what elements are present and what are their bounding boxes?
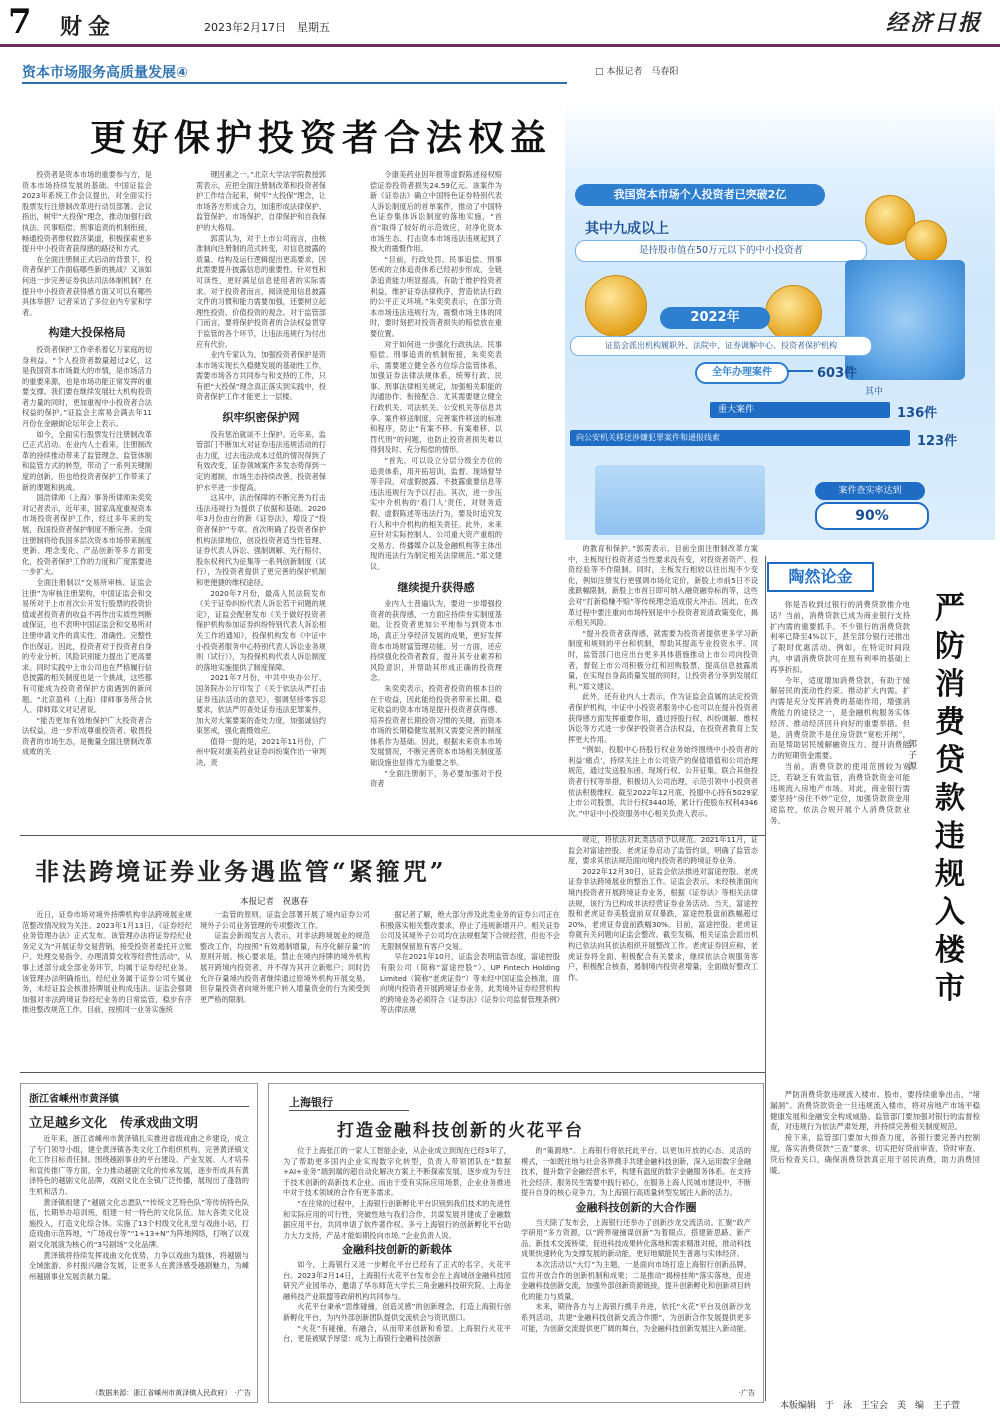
- verify-rate-value: 90%: [815, 502, 929, 530]
- article1-byline: □ 本报记者 马春阳: [595, 67, 679, 77]
- opinion-body-bottom: [770, 1090, 980, 1176]
- opinion-divider: [765, 556, 766, 1401]
- paragraph: 这其中，法治保障的不断完善为打击违法违规行为提供了依据和基础。2020年3月份由台的新《证券法》，增设了“投资者保护”专章。首次明确了投资者保护机构法律地位，创设投资者适当性管理、证券代表人诉讼、强制调解、先行赔付、股东权利代为征集等一系列创新制度（试行），为投资者提供了更完善的保护机制和更便捷的维权途径。: [196, 493, 326, 587]
- series-underline: [22, 82, 567, 84]
- infographic-line4: 证监会派出机构履职外、法院中、证券调解中心、投资者保护机构: [570, 336, 872, 356]
- story4-credit: ·广告: [738, 1389, 755, 1397]
- page-number: 7: [8, 2, 32, 42]
- paragraph: “在往常的过程中，上海银行创新孵化平台识别到我们技术的先进性和实际应用的可行性，突破性地与我们合作，共谋发展并建成了金融数据应用平台，共同申请了软件著作权。多亏上海银行的创新孵化平台助力大力支持，产品才能如期投向市场。”企业负责人说。: [283, 1198, 511, 1240]
- paragraph: 近年来，浙江省嵊州市黄泽镇扎实推进省级戏曲之乡建设，成立了专门领导小组，建全黄泽镇各类文化工作组织机构，完善黄泽镇文化工作目标责任制。围绕越剧事业的平台建设、产业发展、人才培养和宣传推广等方面，全力推动越剧文化的传承发展，逐步形成具有黄泽特色的越剧文化品牌，戏剧文化在全镇广泛传播，展现出了蓬勃的生机和活力。: [29, 1134, 249, 1196]
- opinion-title-text: 严防消费贷款违规入楼市: [935, 591, 965, 1006]
- story4-rule: [289, 1110, 409, 1111]
- paragraph: 业内人士普遍认为，要进一步增强投资者的获得感，一方面应持续夯实制度基础，让投资者更加公平地参与到资本市场，真正分享经济发展的成果，更好发挥资本市场财富管理功能。另一方面，还应持续强化投资者教育，提升其专业素养和风险意识，并帮助其形成正确的投资理念。: [370, 599, 502, 683]
- paragraph: 朱奕奕表示，投资者投资的根本目的在于收益，因此能给投资者带来长期、稳定收益的资本市场是提升投资者获得感、培养投资者长期投资习惯的关键。而资本市场的长期稳健发展则又需要完善的制度体系作为基础。因此，根据未来资本市场发展情况，不断完善资本市场相关制度基础设施也显得尤为重要之举。: [370, 683, 502, 768]
- paragraph: 的教育和保护。”郭雳表示，目前全面注册制改革方案中，主板现行投资者适当性要求没有变，对投资者资产、投资经验等不作限制。同时，主板发行相较以往出现不少变化，例如注册发行更强调市场化定价，新股上市前5日不设涨跌幅限制，新股上市首日即可纳入融资融券标的等，这些会对“打新稳赚不赔”等传统理念造成很大冲击。因此，在改革过程中要注重向市场特别是中小投资者说清政策变化，揭示相关风险。: [568, 544, 758, 628]
- paragraph: 证监会新闻发言人表示，对非法跨境展业的规范整改工作，均按照“有效遏制增量，有序化解存量”的原则开展。核心要求是，禁止在境内持牌的境外机构展开跨境内投资者，并不得为其开立新账户；同时仍允许存量境内投资者继续通过原境外机构开展交易，但存量投资者向境外账户转入增量资金的行为须受到更严格的限制。: [200, 931, 370, 1004]
- paragraph: 投资者是资本市场的重要参与方，是资本市场持续发展的基础。中国证监会2023年系统工作会议提出，对全面实行股票发行注册制改革进行动员部署。会议指出，树牢“大投保”理念，推动加强行政执法、民事赔偿、刑事追责的机制衔接，畅通投资者维权救济渠道，积极探索更多提升中小投资者获得感的路径和方式。: [22, 170, 152, 254]
- paragraph: 对于如何进一步强化行政执法、民事赔偿、刑事追责的机制衔接，朱奕奕表示，需要建立健全各方位综合监管体系，加强证券法律法规体系，统筹行政、民事、刑事法律相关规定，加强相关职能的沟通协作、衔接配合。尤其需要建立健全行政机关、司法机关、公安机关等信息共享、案件移送制度，完善案件移送的标准和程序，防止“有案不移、有案难移、以罚代刑”的问题，也防止投资者损失难以得到及时、充分赔偿的情形。: [370, 339, 502, 455]
- story3-tag: 浙江省嵊州市黄泽镇: [29, 1094, 119, 1105]
- criminal-referral-bar: [570, 430, 910, 446]
- article2-col4: [568, 835, 758, 983]
- paragraph: 接下来，监管部门要加大排查力度，各银行要完善内控制度，落实消费贷款“三查”要求，切实把好贷前审查、贷时审查、贷后检查关口，确保消费贷款真正用于居民消费，助力消费回暖。: [770, 1133, 980, 1175]
- paragraph: 键因素之一。”北京大学法学院教授郭雳表示，应把全面注册制改革和投资者保护工作结合起来，树牢“大投保”理念，让市场各方形成合力，加速形成法律保护、监管保护、市场保护、自律保护和自我保护的大格局。: [196, 170, 326, 232]
- subset-label: 其中: [865, 387, 884, 397]
- paragraph: 当前，消费贷款的使用范围较为宽泛，若缺乏有效监管，消费贷款资金可能违规流入房地产市场。对此，商业银行需要坚持“房住不炒”定位，加强贷款资金用途监控，依法合规开展个人消费贷款业务。: [770, 761, 910, 825]
- page-footer-editors: 本版编辑 于 泳 王宝会 美 编 王子萱: [780, 1401, 961, 1411]
- article2-col2: [200, 910, 370, 1005]
- paper-logo: 经济日报: [885, 10, 982, 36]
- coin-icon: [905, 220, 947, 262]
- infographic-line1: 我国资本市场个人投资者已突破2亿: [575, 184, 825, 206]
- paragraph: 位于上海张江的一家人工智能企业，从企业成立到现在已经3年了，为了帮助更多国内企业实现数字化转型，负责人带领团队在“数据+AI+业务”端到端的超自动化解决方案上不断探索发展，逐步成为专注于技术创新的高新技术企业。而由于受有实际应用场景，企业业务推进中对于技术领域的合作有更多需求。: [283, 1146, 511, 1198]
- paragraph: 业内专家认为，加强投资者保护是资本市场实现长久稳健发展的基础性工作，需要市场各方共同参与和支持的工作，只有把“大投保”理念真正落实到实践中，投资者保护工作才能更上一层楼。: [196, 350, 326, 402]
- subhead: 金融科技创新的大合作圈: [575, 1200, 697, 1214]
- opinion-title: [935, 590, 975, 1008]
- story3-credit: （数据来源：浙江省嵊州市黄泽镇人民政府） ·广告: [91, 1389, 251, 1397]
- paragraph: 在全面注册制正式启动的背景下，投资者保护工作面临哪些新的挑战？又该如何进一步完善证券执法司法体制机制？在提升中小投资者获得感方面又可以有哪些具体举措？记者采访了多位业内专家和学者。: [22, 254, 152, 317]
- story3-headline: 立足越乡文化 传承戏曲文明: [29, 1116, 199, 1131]
- article1-headline: 更好保护投资者合法权益: [90, 117, 553, 159]
- section-name: 财金: [60, 14, 117, 40]
- opinion-author: 郭子源: [908, 740, 918, 772]
- paragraph: “火花”有碰撞，有融合，从而带来创新和希望。上海银行火花平台，更是被赋予厚望：成为上海银行金融科技创新: [283, 1323, 511, 1344]
- story4-frame: [268, 1083, 764, 1403]
- coin-icon: [765, 285, 822, 342]
- paragraph: 你是否收到过银行的消费贷款推介电话？当前，消费贷款已成为商业银行支持扩内需的重要抓手。不少银行的消费贷款利率已降至4%以下，甚至部分银行还推出了限时优惠活动。例如，在特定时间段内，申请消费贷款可在原有利率的基础上再享折扣。: [770, 600, 910, 674]
- article2-byline: 本报记者 祝惠春: [240, 897, 309, 907]
- paragraph: 国浩律师（上海）事务所律师朱奕奕对记者表示，近年来，国家高度重视资本市场投资者保护工作，经过多年来的发展，我国投资者保护制度不断完善。全面注册制将给我国多层次资本市场带来制度更新、理念变化、产品创新等多方面变化，投资者保护工作的力度和广度需要进一步扩大。: [22, 493, 152, 577]
- article2-col1: [22, 910, 192, 1016]
- series-title: 资本市场服务高质量发展④: [22, 65, 188, 81]
- article2-headline: 非法跨境证券业务遇监管“紧箍咒”: [35, 857, 447, 886]
- paragraph: “全面注册制下，务必要加强对于投资者: [370, 768, 502, 789]
- paragraph: 2022年12月30日，证监会依法推进对富途控股、老虎证券非法跨境展业的整治工作。证监会表示，未经核准面向境内投资者开展跨境证券业务，根据《证券法》等相关法律法规，该行为已构成非法经营证券业务活动。当天，富途控股和老虎证券美股盘前双双暴跌，富途控股盘前跌幅超过20%，老虎证券盘前跌幅30%。目前，富途控股、老虎证券就有关问题向证监会整改。截至发稿，相关证监会派出机构已依法向其依法组织开展整改工作。老虎证券回应称，老虎证券将全面、积极配合有关要求，继续依法合规服务客户，积极配合核查，遏制境内投资者增量，全面做好整改工作。: [568, 866, 758, 982]
- paragraph: 2021年7月份，中共中央办公厅、国务院办公厅印发了《关于依法从严打击证券违法活动的意见》，强调坚持零容忍要求，依法严厉查处证券违法犯罪案件，加大对大案要案的查处力度，加强诚信约束惩戒，强化震慑效应。: [196, 673, 326, 736]
- coin-icon: [585, 275, 647, 337]
- paragraph: 早在2021年10月，证监会表明监管态度，富途控股有限公司（简称“富途控股”）、UP Fintech Holding Limited（简称“老虎证券”）等未经中国证监会核准，面向境内投资者开展跨境证券业务，此类境外证券经营机构的跨境业务必须符合《证券法》《证券公司监督管理条例》等法律法规: [380, 952, 560, 1015]
- paragraph: “首先，可以设立分层分级全方位的追责体系，用开拓培训、监督、现场督导等手段，对虚假披露、不披露重要信息等违法违规行为予以打击。其次，进一步压实中介机构的‘看门人’责任，对财务造假、虚假陈述等违法行为，要及时追究发行人和中介机构的相关责任。此外，未来应针对实际控制人、公司重大资产重组的交易方、传播媒介以及金融机构等主体出现的违法行为制定相关法律规范。”郑文建议。: [370, 456, 502, 571]
- major-cases-bar: [710, 402, 890, 418]
- paragraph: “提升投资者获得感，就需要为投资者提供更多学习新制度和规则的平台和机制，帮助其提高专业投资水平。同时，监管部门也应出台更多具体措施推动上市公司向投资者，督促上市公司积极分红和回购股票，提高信息披露质量，在实现自身高质量发展的同时，让投资者分享到发展红利。”郑文建议。: [568, 628, 758, 691]
- paragraph: 今年，适度增加消费贷款，有助于缓解居民的流动性约束、推动扩大内需。扩内需是充分发挥消费的基础作用，增强消费能力的途径之一，是金融机构服务实体经济、推动经济回升向好的重要举措。但是，消费贷款不是住房贷款“宽松开闸”，而是帮助居民缓解融资压力、提升消费能力的短期资金需要。: [770, 675, 910, 761]
- building-graphic: [845, 260, 965, 380]
- criminal-referral-label: 向公安机关移送涉嫌犯罪案件和通报线索: [576, 433, 720, 442]
- paragraph: 一监管的原则，证监会部署开展了境内证券公司境外子公司业务管理的专项整改工作。: [200, 910, 370, 930]
- infographic-sky: [565, 100, 995, 170]
- article2-col3: [380, 910, 560, 1016]
- infographic-line2: 其中九成以上: [585, 221, 669, 237]
- story4-headline: 打造金融科技创新的火花平台: [337, 1121, 584, 1141]
- paragraph: 黄泽镇将持续发挥戏曲文化优势，力争以戏曲为载体，将越剧与全域旅游、乡村振兴融合发展，让更多人在黄泽感受越剧魅力，为嵊州越剧事业发展贡献力量。: [29, 1250, 249, 1281]
- gavel-graphic: [595, 465, 765, 535]
- paragraph: 投资者保护工作牵系着亿万家庭的切身利益。“个人投资者数量超过2亿，这是我国资本市场最大的市情，是市场活力的重要来源，也是市场功能正常发挥的重要支撑。我们要在继续发展壮大机构投资者力量的同时，更加重视中小投资者合法权益的保护。”证监会主席易会满去年11月份在金融街论坛年会上表示。: [22, 344, 152, 429]
- issue-date: 2023年2月17日 星期五: [204, 21, 330, 34]
- subhead: 织牢织密保护网: [222, 411, 300, 425]
- paragraph: 2020年7月份，最高人民法院发布《关于证券纠纷代表人诉讼若干问题的规定》，证监会配套发布《关于做好投资者保护机构参加证券纠纷特别代表人诉讼相关工作的通知》，投保机构发布《中证中小投资者服务中心特别代表人诉讼业务规则（试行）》，为投保机构代表人诉讼制度的落地实施提供了制度保障。: [196, 588, 326, 672]
- story4-col1: [283, 1146, 511, 1345]
- paragraph: 全面注册制以“交易所审核、证监会注册”为审核注册架构，中国证监会和交易所对于上市首次公开发行股票的投资价值或者投资者的收益不再作出实质性判断或保证，也不表明中国证监会和交易所对注册申请文件的真实性、准确性、完整性作出保证。因此，投资者对于投资者自身的专业分析、风险识别能力提出了更高要求。同时实践中上市公司也在严格履行信息披露的相关制度也是一个挑战，这些都有可能成为投资者保护方面遇到的新问题。“北京盈科（上海）律师事务所合伙人、律师郑文对记者说。: [22, 577, 152, 715]
- article1-col2: [196, 170, 326, 769]
- story3-rule: [29, 1106, 249, 1107]
- major-cases-label: 重大案件: [718, 405, 755, 415]
- masthead: [0, 0, 1000, 46]
- total-connector: [787, 370, 813, 372]
- article1-col3: [370, 170, 502, 790]
- paragraph: “目前，行政处罚、民事追偿、刑事惩戒的立体追责体系已经初步形成，全链条追责能力明显提高，有助于维护投资者利益，维护证券法律秩序，营造依法行政的公平正义环境。”朱奕奕表示，在部分资本市场违法违规行为，震慑市场主体的同时，要时刻把对投资者损失的赔偿放在重要位置。: [370, 254, 502, 338]
- subhead: 金融科技创新的新载体: [342, 1243, 452, 1257]
- paragraph: “能否更加有效地保护广大投资者合法权益，进一步形成尊重投资者、敬畏投资者的市场生态，是衡量全面注册制改革成败的关: [22, 715, 152, 757]
- infographic-year: 2022年: [660, 307, 770, 329]
- story4-tag: 上海银行: [289, 1096, 333, 1109]
- paragraph: 规定，将依法对此类活动予以规范。2021年11月，证监会对富途控股、老虎证券启动了监管约谈，明确了监管态度，要求其依法规范面向境内投资者的跨境证券业务。: [568, 835, 758, 866]
- paragraph: 令康美药业因年报等虚假陈述侵权赔偿证券投资者损失24.59亿元。该案作为新《证券法》确立中国特色证券特别代表人诉讼制度后的首单案件，推动了中国特色证券集体诉讼制度的落地实施，“首首”取得了较好的示范效应，对净化资本市场生态、打击资本市场违法违规起到了极大的震慑作用。: [370, 170, 502, 254]
- subhead: 继续提升获得感: [397, 580, 475, 594]
- opinion-body-top: [770, 600, 910, 827]
- paragraph: 未来，期待各方与上海银行携手并进，依托“火花”平台及创新沙龙系列活动，共建“金融科技创新交流合作圈”，为创新合作发展提供更多可能，为创新交流提供更广阔的舞台，为金融科技创新发展注入新动能。: [521, 1302, 752, 1333]
- paragraph: 火花平台秉承“思维碰撞，创造灵感”的创新理念，打造上海银行创新孵化平台，为内外部创新团队提供交流机会与资讯窗口。: [283, 1302, 511, 1322]
- paragraph: 据记者了解，绝大部分涉及此类业务的证券公司正在积极落实相关整改要求，停止了违规新增开户。相关证券公司及其境外子公司均在法规框架下合规经营，但也不会无限制保留原有客户交易。: [380, 910, 560, 951]
- paragraph: 当天除了发布会，上海银行还举办了创新沙龙交流活动。汇聚“政产学研用”多方资源，以“跨界碰撞谋创新”为着眼点，搭建新思路、新产品、新技术交流桥梁，促进科技成果转化落地和需求精准对接，推动科技成果快速转化为支撑发展的新动能，更好地赋能民生普惠与实体经济。: [521, 1217, 752, 1259]
- verify-rate-label: 案件查实率达到: [815, 482, 925, 500]
- paragraph: “例如，投服中心持股行权业务始终围绕中小投资者的利益‘痛点’，持续关注上市公司资产的保值增值和公司治理规范，通过发送股东函、现场行权、公开征集、联合其他投资者行权等举措，积极切入公司治理，示范引领中小投资者依法积极维权。截至2022年12月底，投服中心持有5029家上市公司股票，共计行权3440场，累计行使股东权利4346次。”中证中小投资服务中心相关负责人表示。: [568, 745, 758, 818]
- investor-infographic: [565, 100, 995, 540]
- opinion-column-header: 陶然论金: [767, 562, 874, 592]
- paragraph: 郭雳认为，对于上市公司而言，由核准制向注册制的范式转变，对信息披露的质量、结构及运行逻辑提出更高要求，因此需要提升披露信息的重要性、针对性和可读性，更好满足信息使用者的实际需求。对于投资者而言，阅读使用信息披露文件的习惯和能力需要加强，还要树立起理性投资、价值投资的观念。对于监管部门而言，要将保护投资者的合法权益贯穿于监管的各个环节，让违法违规行为付出应有代价。: [196, 233, 326, 349]
- paragraph: 本次活动以“大灯”为主题，一是面向市场打造上海银行创新品牌，宣传开放合作的创新机制和成果；二是推动“揭榜挂帅”落实落地，促进金融科技创新交流，加强外部创新资源链接，提升创新孵化和创新项目转化的能力与质量。: [521, 1259, 752, 1301]
- paragraph: 没有惩治就谈不上保护。近年来，监管部门不断加大对证券违法违规活动的打击力度，过去违法成本过低的情况得到了有效改变，证券领域案件多发态势得到一定的遏制，市场生态持续改善，投资者保护水平进一步提高。: [196, 429, 326, 492]
- article1-col4: [568, 544, 758, 819]
- story3-frame: [20, 1083, 258, 1403]
- paragraph: 严防消费贷款违规流入楼市、股市，要持续重拳出击，“堵漏洞”。消费贷款资金一旦违规流入楼市，将对房地产市场平稳健康发展和金融安全构成威胁。监管部门要加强对银行的监督检查，对违规行为依法严肃处理，并持续完善相关制度规范。: [770, 1090, 980, 1132]
- paragraph: 值得一提的是，2021年11月份，广州中院对康美药业证券纠纷案作出一审判决，责: [196, 736, 326, 768]
- masthead-rule: [0, 44, 1000, 47]
- story3-body: [29, 1134, 249, 1282]
- paragraph: 近日，证券市场对境外持牌机构非法跨境展业规范整改情况较为关注。2023年1月13日，《证券经纪业务管理办法》正式发布。该管理办法将证券经纪业务定义为“开展证券交易营销，接受投资者委托开立账户、处理交易指令、办理清算交收等经营性活动”，从事上述部分或全部业务环节，均属于证券经纪业务。该管理办法明确指出，经纪业务属于证券公司专属业务，未经证监会核准持牌展业构成违法。证监会强调加强对非法跨境证券经纪业务的日常监管，稳步有序推进整改规范工作。目前，按照同一业务实施统: [22, 910, 192, 1015]
- paragraph: 如今，全面实行股票发行注册制改革已正式启动。在业内人士看来，注册制改革的持续推动带来了监管理念、监管体制和监管方式的转型，带动了一系列关键制度的创新，但也给投资者保护工作带来了新的课题和挑战。: [22, 429, 152, 492]
- article1-col1: [22, 170, 152, 758]
- infographic-line3: 是持股市值在50万元以下的中小投资者: [575, 240, 867, 262]
- total-cases-value: 603件: [817, 366, 858, 381]
- paragraph: 的“策源地”。上海银行将依托此平台，以更加开放的心态、灵活的模式，一如既往地与社会各界携手共建金融科技创新，深入运用数字金融技术，提升数字金融经营水平，构建有温度的数字金融服务体系。在支持社会经济、服务民生需要中践行初心，在服务上海人民城市建设中，不断提升自身的核心竞争力，为上海银行高质量转型发展注入新的活力。: [521, 1146, 752, 1198]
- section-divider: [20, 1072, 765, 1073]
- paragraph: 如今，上海银行又进一步孵化平台已经有了正式的名字，火花平台。2023年2月14日，上海银行火花平台发布会在上海城创金融科技园研究产业园举办，邀请了华东师范大学长三角金融科技研究院、上海金融科技产业联盟等政研机构共同参与。: [283, 1259, 511, 1301]
- story4-col2: [521, 1146, 751, 1334]
- paragraph: 此外，还有业内人士表示，作为证监会直属的法定投资者保护机构，中证中小投资者服务中心也可以在提升投资者获得感方面发挥重要作用，通过持股行权、纠纷调解、维权诉讼等方式进一步保护投资者合法权益，在投资者教育上发挥更大作用。: [568, 692, 758, 744]
- subhead: 构建大投保格局: [48, 326, 126, 340]
- total-cases-label: 全年办理案件: [695, 362, 789, 384]
- major-cases-value: 136件: [897, 406, 938, 421]
- paragraph: 黄泽镇组建了“越剧文化志愿队”“传统文艺特色队”等传统特色队伍，长期举办培训班，组建一村一特色的文化队伍。加大各类文化设施投入，打造文化综合体。实施了13个村级文化礼堂与戏曲小站，打造戏曲示范阵地，“广场戏台等”“1+13+N”为阵地网络，打响了以戏剧文化展演为核心的“3号剧场”文化品牌。: [29, 1197, 249, 1249]
- criminal-referral-value: 123件: [917, 434, 958, 449]
